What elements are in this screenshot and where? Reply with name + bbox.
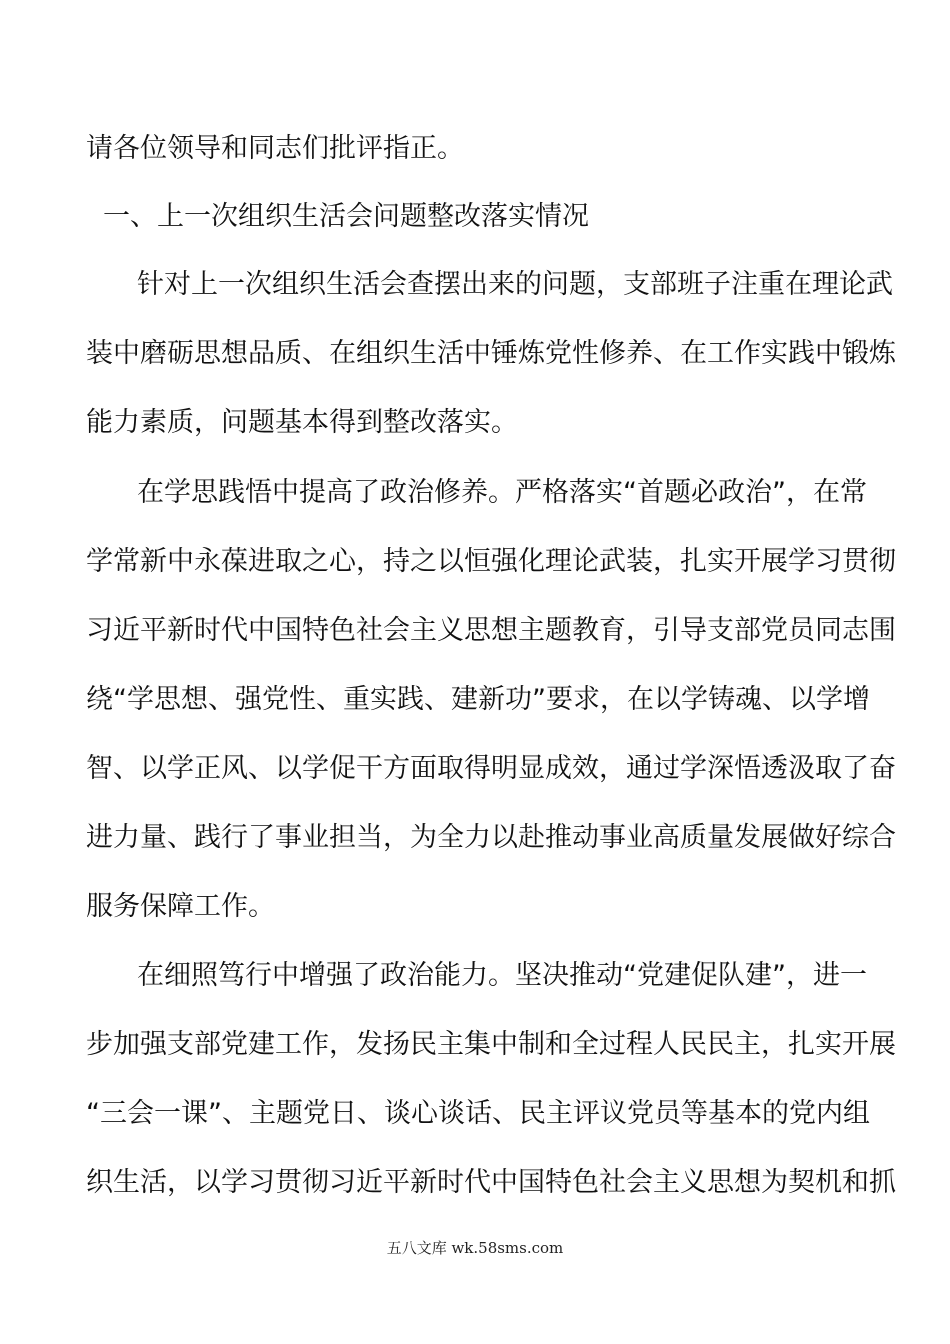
paragraph-1-line-3: 能力素质，问题基本得到整改落实。 xyxy=(86,407,518,438)
paragraph-2-line-7: 服务保障工作。 xyxy=(86,891,275,922)
paragraph-1-line-1: 针对上一次组织生活会查摆出来的问题，支部班子注重在理论武 xyxy=(137,269,893,300)
page-footer: 五八文库 wk.58sms.com xyxy=(386,1239,564,1257)
section-heading: 一、上一次组织生活会问题整改落实情况 xyxy=(103,201,589,232)
paragraph-2-line-6: 进力量、践行了事业担当，为全力以赴推动事业高质量发展做好综合 xyxy=(86,822,896,853)
paragraph-2-line-1: 在学思践悟中提高了政治修养。严格落实“首题必政治”，在常 xyxy=(137,477,867,508)
paragraph-3-line-1: 在细照笃行中增强了政治能力。坚决推动“党建促队建”，进一 xyxy=(137,960,867,991)
paragraph-2-line-5: 智、以学正风、以学促干方面取得明显成效，通过学深悟透汲取了奋 xyxy=(86,753,896,784)
paragraph-3-line-4: 织生活，以学习贯彻习近平新时代中国特色社会主义思想为契机和抓 xyxy=(86,1167,896,1198)
paragraph-2-line-4: 绕“学思想、强党性、重实践、建新功”要求，在以学铸魂、以学增 xyxy=(86,684,870,715)
text-line-1: 请各位领导和同志们批评指正。 xyxy=(86,133,464,164)
paragraph-2-line-2: 学常新中永葆进取之心，持之以恒强化理论武装，扎实开展学习贯彻 xyxy=(86,546,896,577)
paragraph-1-line-2: 装中磨砺思想品质、在组织生活中锤炼党性修养、在工作实践中锻炼 xyxy=(86,338,896,369)
paragraph-3-line-2: 步加强支部党建工作，发扬民主集中制和全过程人民民主，扎实开展 xyxy=(86,1029,896,1060)
paragraph-2-line-3: 习近平新时代中国特色社会主义思想主题教育，引导支部党员同志围 xyxy=(86,615,896,646)
paragraph-3-line-3: “三会一课”、主题党日、谈心谈话、民主评议党员等基本的党内组 xyxy=(86,1098,870,1129)
